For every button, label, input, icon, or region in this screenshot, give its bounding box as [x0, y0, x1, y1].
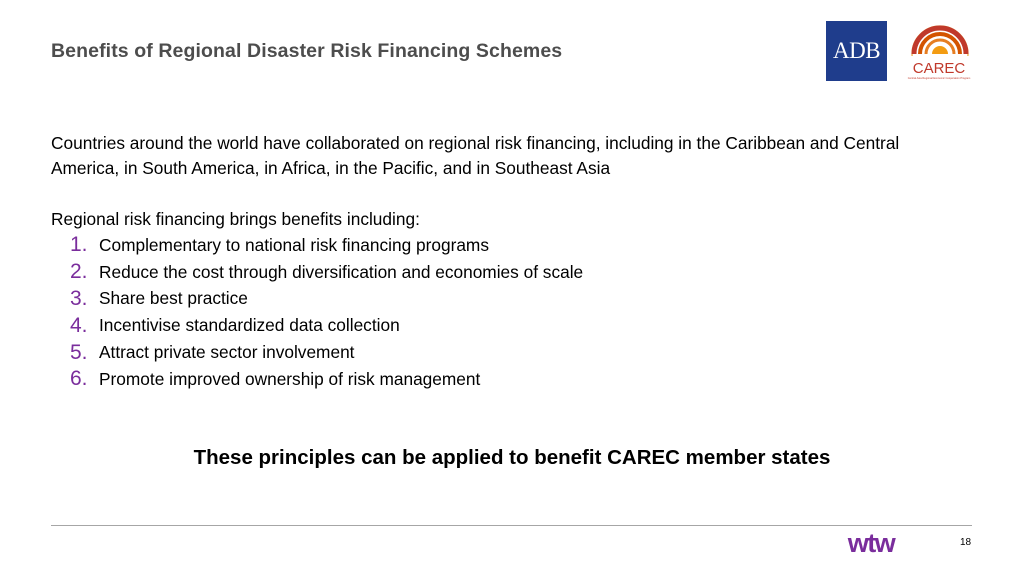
carec-logo	[902, 22, 974, 82]
list-item-text: Reduce the cost through diversification and economies of scale	[99, 261, 584, 282]
list-item	[70, 312, 583, 339]
adb-logo	[826, 21, 887, 81]
list-item-text: Promote improved ownership of risk management	[99, 368, 481, 389]
list-item	[70, 259, 583, 286]
list-number: 3.	[70, 286, 88, 310]
list-item	[70, 366, 583, 393]
conclusion-statement: These principles can be applied to benefit CAREC member states	[193, 446, 831, 469]
wtw-logo	[830, 531, 912, 557]
wtw-logo-text: wtw	[847, 531, 895, 557]
list-item	[70, 232, 583, 259]
list-item-text: Attract private sector involvement	[99, 342, 355, 363]
list-item-text: Complementary to national risk financing programs	[99, 234, 489, 255]
list-number: 6.	[70, 367, 88, 391]
list-number: 4.	[70, 313, 88, 337]
footer-divider	[51, 525, 972, 526]
list-number: 5.	[70, 340, 88, 364]
list-number: 1.	[70, 233, 88, 257]
slide-title: Benefits of Regional Disaster Risk Financing Schemes	[51, 40, 563, 62]
list-item	[70, 286, 583, 313]
benefits-list	[70, 232, 583, 393]
benefits-lead: Regional risk financing brings benefits including:	[51, 209, 420, 229]
list-item-text: Share best practice	[99, 288, 248, 309]
page-number: 18	[960, 537, 972, 548]
carec-logo-tagline: Central Asia Regional Economic Cooperation Program	[907, 77, 971, 80]
adb-logo-text: ADB	[832, 38, 881, 63]
list-number: 2.	[70, 260, 88, 284]
list-item-text: Incentivise standardized data collection	[99, 315, 400, 336]
list-item	[70, 339, 583, 366]
carec-logo-text: CAREC	[912, 60, 966, 77]
intro-paragraph: Countries around the world have collaborated on regional risk financing, including in the Caribbean and Central America, in South America, in Africa, in the Pacific, and in Southeast Asia	[51, 133, 900, 178]
